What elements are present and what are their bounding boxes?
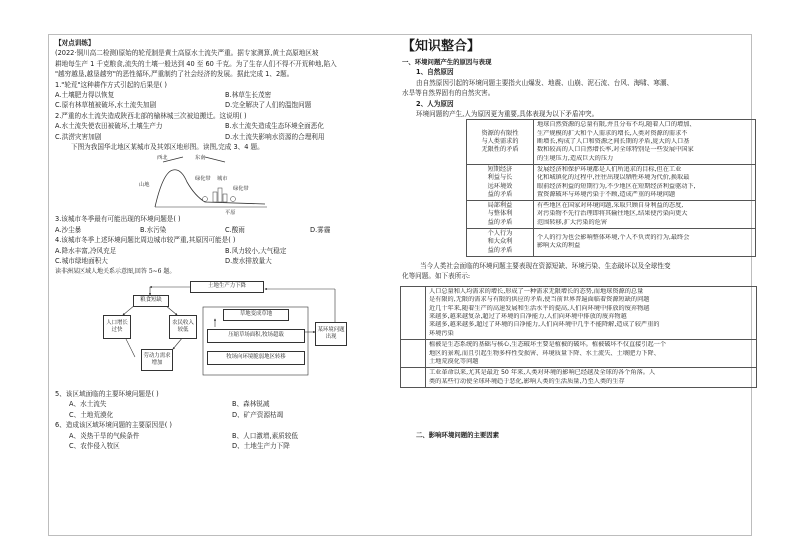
- option-b[interactable]: B.水污染: [140, 225, 167, 234]
- table-key: [467, 201, 534, 229]
- row-line: 工业革命以来,尤其是最近 50 年来,人类对环境的影响已经越及全球的各个角落。人: [429, 369, 656, 377]
- question-3: 3.该城市冬季最有可能出现的环境问题是( ): [55, 215, 181, 224]
- label-greenbelt: 绿化带: [195, 176, 211, 183]
- row-line: 是有限的,无限的需求与有限的供应的矛盾,使当前世界普遍面临着资源短缺的问题: [429, 296, 650, 304]
- exercise-section-title: 【对点训练】: [55, 39, 95, 47]
- question-5: 5、该区域面临的主要环境问题是( ): [55, 389, 159, 398]
- key-line: 和大众利: [487, 238, 513, 246]
- table-key: [467, 164, 534, 200]
- question-4: 4.该城市冬季上述环境问题比周边城市较严重,其原因可能是( ): [55, 236, 236, 245]
- row-line: 地区的景观,而且引起生物多样性受损害、环境质量下降、水土流失、土壤肥力下降、: [429, 349, 660, 357]
- node-labor-demand: 劳动力需求增加: [141, 349, 173, 371]
- intro-line: (2022·铜川高二检测)原始的轮荒制是黄土高原水土流失严重。据专家测算,黄土高原地区坡: [55, 49, 319, 58]
- building: [223, 194, 227, 202]
- label-plain: 平原: [225, 210, 236, 217]
- option-a[interactable]: A.沙尘暴: [55, 225, 82, 234]
- row-line: 人口总量和人均需求的增长,形成了一种需求无限增长的态势,而地球资源的总量: [429, 287, 644, 295]
- row-text: [426, 368, 756, 387]
- question-5-options: [55, 399, 395, 409]
- option-c[interactable]: C.城市绿地面积大: [55, 257, 108, 266]
- label-northwest: 西北: [157, 155, 168, 162]
- tree: [203, 197, 208, 202]
- value-line: 眼前经济利益的短期行为,不少地区在短期经济利益驱动下,: [537, 182, 696, 190]
- question-1-options: [55, 90, 395, 100]
- label-greenbelt: 绿化带: [233, 186, 249, 193]
- exercise-column: [55, 38, 395, 451]
- knowledge-column: [402, 38, 757, 441]
- option-b[interactable]: B、人口激增,素质较低: [232, 431, 298, 440]
- option-c[interactable]: C.酸雨: [225, 225, 245, 234]
- table-row: [467, 120, 756, 164]
- option-d[interactable]: D.废水排放量大: [225, 257, 272, 266]
- question-6-options: [55, 431, 395, 441]
- table-value: [534, 120, 756, 164]
- value-line: 断增长,构成了人口和资源之间长期的矛盾,庞大的人口基: [537, 138, 690, 146]
- key-line: 与整体利: [487, 210, 513, 218]
- option-d[interactable]: D.完全解决了人们的温饱问题: [225, 101, 312, 110]
- question-5-options-row2: [55, 410, 395, 420]
- knowledge-title: 【知识整合】: [402, 39, 481, 54]
- question-2-options: [55, 121, 395, 131]
- subheading-natural: 1、自然原因: [416, 68, 454, 77]
- key-line: 益的矛盾: [487, 218, 513, 226]
- option-a[interactable]: A、炎热干旱的气候条件: [69, 431, 140, 440]
- option-c[interactable]: C、农作侵入牧区: [69, 441, 120, 450]
- option-d[interactable]: D、矿产资源枯竭: [232, 410, 284, 419]
- row-line: 植被是生态系统的基础与核心,生态破坏主要是植被的破坏。植被破坏不仅直接引起一个: [429, 341, 667, 349]
- intro-line: "越穷越垦,越垦越穷"的恶性循环,严重制约了社会经济的发展。据此完成 1、2题。: [55, 70, 294, 79]
- human-land-flowchart: [55, 277, 395, 389]
- natural-text: 水旱等自然界固有的自然灾害。: [402, 89, 495, 98]
- value-line: 地球自然资源的总量有限,并且分布不均,随着人口的增加、: [537, 121, 696, 129]
- option-a[interactable]: A、水土流失: [69, 400, 107, 409]
- option-b[interactable]: B.水土流失造成生态环境全面恶化: [225, 122, 324, 131]
- subheading-human: 2、人为原因: [416, 99, 454, 108]
- label-city: 城市: [217, 176, 228, 183]
- row-key-blank: [401, 340, 426, 367]
- option-d[interactable]: D.雾霾: [310, 225, 331, 234]
- question-2: 2.严重的水土流失造成陕西北部的榆林城三次被迫搬迁。这说明( ): [55, 111, 247, 120]
- key-line: 利益与长: [487, 174, 513, 182]
- value-line: 数和较高的人口自然增长率,对全球特别是一些发展中国家: [537, 146, 694, 154]
- human-text: 环境问题的产生,人为原因更为重要,具体表现为以下矛盾冲突。: [416, 110, 599, 119]
- row-line: 近几十年来,随着生产的高速发展和生活水平的提高,人们向环境中排放的废弃物越: [429, 304, 650, 312]
- node-land-productivity: 土地生产力下降: [190, 281, 264, 293]
- row-text: [426, 287, 756, 339]
- problem-table: [400, 286, 757, 388]
- intro-line: 耕地每生产 1 千克粮食,流失的土壤一般达到 40 至 60 千克。为了生存人们不得不开荒种地,陷入: [55, 59, 337, 68]
- terrain-figure: [55, 152, 395, 217]
- value-line: 范围转移,扩大污染的危害: [537, 218, 608, 226]
- row-line: 环境污染: [429, 329, 454, 337]
- table-value: [534, 164, 756, 200]
- node-food-shortage: 粮食短缺: [133, 295, 169, 307]
- node-grassland: 草地变成草地: [223, 309, 289, 321]
- question-6: 6、造成该区域环境问题的主要原因是( ): [55, 421, 172, 430]
- lead-question-3-4: 下图为我国华北地区某城市及其郊区地形图。读图,完成 3、4 题。: [71, 143, 264, 152]
- question-6-options-row2: [55, 441, 395, 451]
- table-row: [401, 368, 756, 387]
- table-value: [534, 201, 756, 229]
- row-line: 来越多,越来越复杂,超过了环境的自净能力,人们向环境中排放的废弃物越: [429, 312, 627, 320]
- table-key: [467, 229, 534, 257]
- row-key-blank: [401, 368, 426, 387]
- row-key-blank: [401, 287, 426, 339]
- table-row: [467, 201, 756, 229]
- value-line: 影响大众的利益: [537, 242, 581, 250]
- table-row: [467, 229, 756, 257]
- node-farmer-income: 农民收入较低: [169, 315, 197, 339]
- key-line: 无限性的矛盾: [481, 146, 519, 154]
- note-text: 化等问题。如下表所示:: [402, 272, 471, 281]
- note-text: 当今人类社会面临的环境问题主要表现在资源短缺、环境污染、生态破坏以及全球性变: [420, 261, 671, 270]
- row-text: [426, 340, 756, 367]
- value-line: 有些地区在国家对环境问题,采取只顾自身利益的态度,: [537, 202, 684, 210]
- conflict-table: [466, 119, 756, 256]
- option-a[interactable]: A.降水丰富,冷风充足: [55, 246, 117, 255]
- node-environment-problem: 某环境问题出现: [315, 322, 347, 346]
- value-line: 发展经济和保护环境都是人们所追求的目标,但在工业: [537, 165, 682, 173]
- building: [218, 188, 222, 202]
- option-a[interactable]: A.水土流失使农田被破坏,土壤生产力: [55, 122, 163, 131]
- key-line: 远环境效: [487, 182, 513, 190]
- option-d[interactable]: D、土地生产力下降: [232, 441, 290, 450]
- table-row: [401, 287, 756, 340]
- question-4-options: [55, 246, 395, 256]
- question-1: 1."轮荒"这种耕作方式引起的后果是( ): [55, 80, 167, 89]
- tree: [231, 197, 236, 202]
- node-herd-migration: 牧场向环境脆弱地区转移: [207, 351, 305, 365]
- option-a[interactable]: A.土壤肥力得以恢复: [55, 91, 115, 100]
- value-line: 置资源破坏与环境污染于不顾,造成严重的环境问题: [537, 190, 676, 198]
- section-heading-2: 二、影响环境问题的主要因素: [416, 431, 500, 440]
- key-line: 个人行为: [487, 230, 513, 237]
- key-line: 资源的有限性: [481, 129, 519, 137]
- table-row: [401, 340, 756, 368]
- label-mountain: 山地: [139, 182, 150, 189]
- value-line: 化和城镇化的过程中,往往出现以牺牲环境为代价,换取最: [537, 174, 690, 182]
- node-overgrazing: 压缩草场面积,牧场超载: [207, 329, 305, 343]
- row-line: 来越多,越来越多,超过了环境的自净能力,人们向环境中几乎不能降解,造成了较严重的: [429, 321, 660, 329]
- key-line: 与人类需求的: [481, 138, 519, 146]
- key-line: 益的矛盾: [487, 246, 513, 254]
- question-3-options: [55, 225, 395, 235]
- direction-arrow-right: [205, 157, 225, 162]
- option-b[interactable]: B.风力较小,大气稳定: [225, 246, 287, 255]
- question-4-options-row2: [55, 256, 395, 266]
- question-2-options-row2: [55, 132, 395, 142]
- key-line: 益的矛盾: [487, 190, 513, 198]
- row-line: 土地荒漠化等问题: [429, 357, 479, 365]
- option-c[interactable]: C.洪涝灾害加剧: [55, 132, 102, 141]
- option-c[interactable]: C、土地荒漠化: [69, 410, 114, 419]
- key-line: 短期经济: [487, 165, 513, 173]
- option-c[interactable]: C.原有林草植被破坏,水土流失加剧: [55, 101, 157, 110]
- lead-question-5-6: 读非洲某区域人地关系示意图,回答 5~6 题。: [55, 267, 176, 275]
- key-line: 局部利益: [487, 202, 513, 210]
- row-line: 类的某些行动使全球环境趋于恶化,影响人类的生活质量,乃至人类的生存: [429, 377, 625, 385]
- section-heading: 一、环境问题产生的原因与表现: [402, 58, 492, 66]
- value-line: 生产规模的扩大和个人需求的增长,人类对资源的需求不: [537, 129, 688, 137]
- table-value: [534, 229, 756, 257]
- value-line: 的生境压力,造成巨大的压力: [537, 154, 614, 162]
- building: [213, 192, 217, 202]
- value-line: 个人的行为也会影响整体环境,个人不负责的行为,最终会: [537, 234, 690, 242]
- node-population-growth: 人口增长过快: [103, 315, 131, 339]
- label-southeast: 东南: [195, 155, 206, 162]
- natural-text: 由自然原因引起的环境问题主要指火山爆发、地震、山崩、泥石流、台风、海啸、寒潮、: [416, 78, 674, 87]
- value-line: 对污染物不先行治理即将其输往地区,结果使污染向更大: [537, 210, 688, 218]
- table-row: [467, 164, 756, 200]
- option-b[interactable]: B、森林锐减: [232, 400, 270, 409]
- question-1-options-row2: [55, 100, 395, 110]
- table-key: [467, 120, 534, 164]
- option-b[interactable]: B.林草生长茂密: [225, 91, 272, 100]
- option-d[interactable]: D.水土流失影响水资源的合理利用: [225, 132, 325, 141]
